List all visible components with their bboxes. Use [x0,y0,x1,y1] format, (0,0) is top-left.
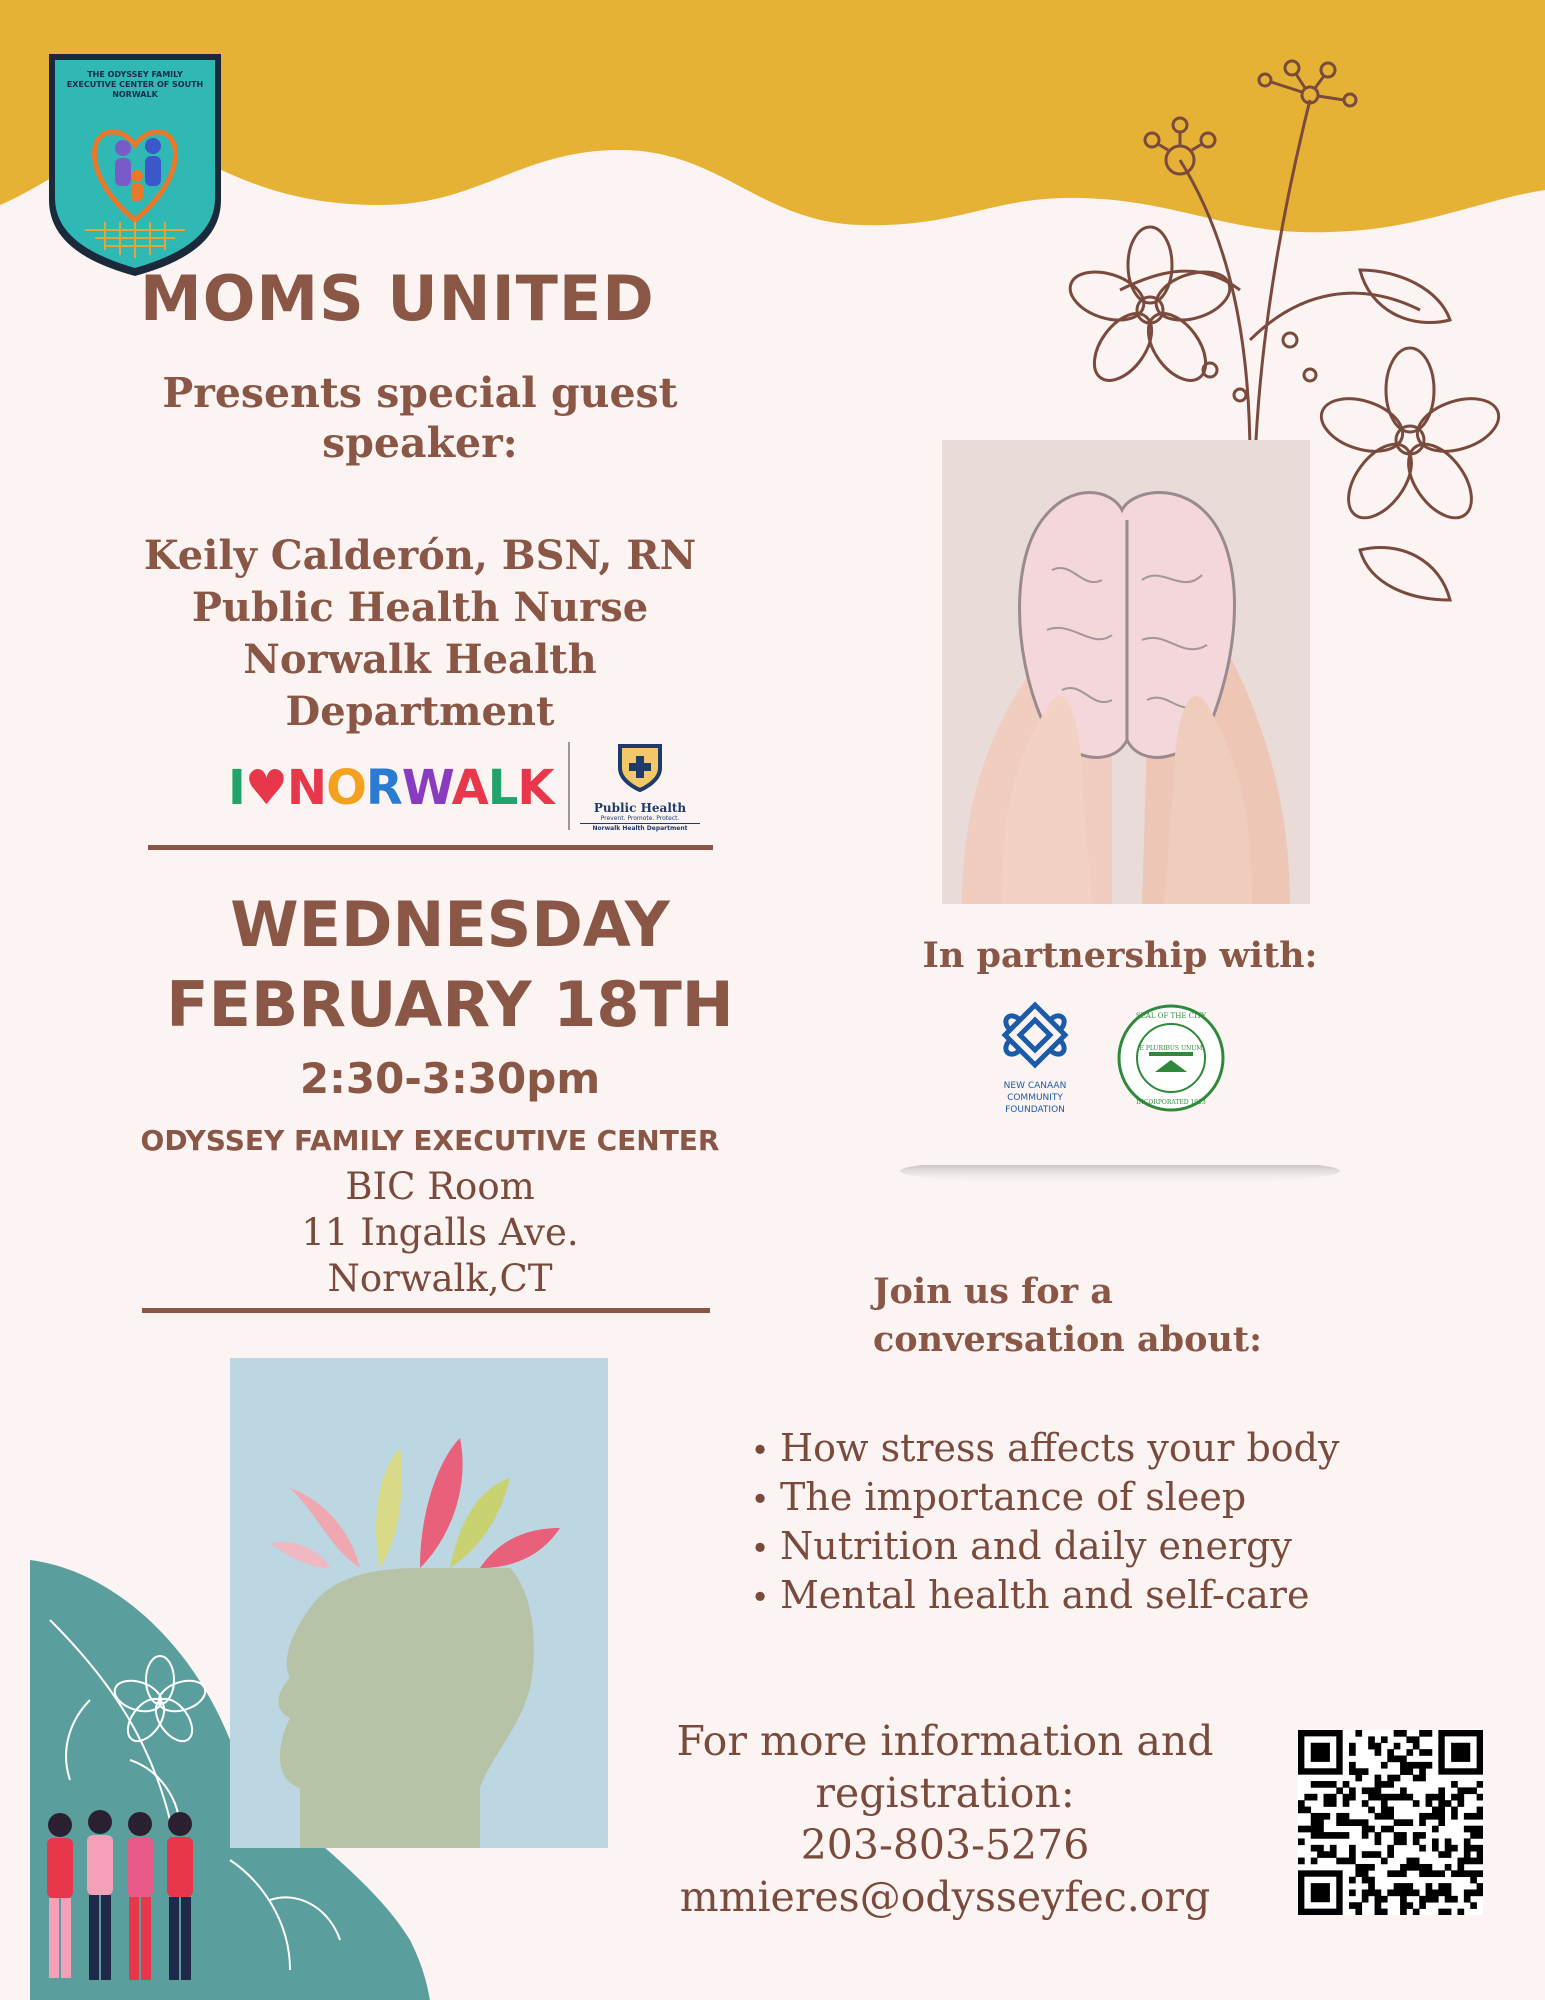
list-item: • Nutrition and daily energy [740,1523,1440,1572]
head-with-flowers-photo [230,1358,608,1848]
list-item: • Mental health and self-care [740,1572,1440,1621]
conversation-heading-line2: conversation about: [873,1319,1262,1360]
svg-text:NEW CANAAN: NEW CANAAN [1003,1081,1067,1091]
presents-text: Presents special guest speaker: [162,369,678,467]
conversation-heading-line1: Join us for a [873,1271,1113,1312]
event-venue: ODYSSEY FAMILY EXECUTIVE CENTER [140,1124,720,1157]
event-date: FEBRUARY 18TH [166,968,734,1041]
speaker-name: Keily Calderón, BSN, RN [143,532,697,579]
women-group-illustration [35,1800,205,1990]
address-street: 11 Ingalls Ave. [301,1211,579,1254]
event-title: MOMS UNITED [140,262,655,335]
partnership-heading: In partnership with: [922,935,1318,976]
i-love-norwalk-logo: I♥NORWALK [228,760,554,816]
svg-text:E PLURIBUS UNUM: E PLURIBUS UNUM [1139,1045,1203,1052]
public-health-tagline: Prevent. Promote. Protect. [600,815,680,822]
event-time: 2:30-3:30pm [299,1054,601,1103]
speaker-block [110,530,730,738]
city-of-norwalk-seal [1115,1002,1227,1114]
new-canaan-foundation-logo [990,1000,1080,1130]
event-date-block [140,885,760,1045]
speaker-role: Public Health Nurse [191,584,649,631]
public-health-shield-icon [580,742,700,798]
logo-divider [568,742,570,830]
event-day: WEDNESDAY [230,888,670,961]
speaker-org-line1: Norwalk Health [243,636,597,683]
event-address [200,1164,680,1302]
svg-text:SEAL OF THE CITY: SEAL OF THE CITY [1135,1012,1207,1020]
svg-text:FOUNDATION: FOUNDATION [1005,1105,1065,1115]
public-health-title: Public Health [593,801,687,815]
address-room: BIC Room [345,1165,535,1208]
logo-org-name: THE ODYSSEY FAMILY EXECUTIVE CENTER OF SOUTH NORWALK [66,70,204,99]
brain-in-hands-photo [942,440,1310,904]
public-health-logo [580,742,700,832]
contact-phone[interactable]: 203-803-5276 [800,1821,1090,1869]
contact-info [600,1715,1290,1923]
conversation-heading [873,1268,1373,1364]
qr-code[interactable] [1298,1730,1483,1915]
speaker-org-line2: Department [285,688,555,735]
partner-shadow [900,1165,1340,1195]
list-item: • How stress affects your body [740,1425,1440,1474]
topics-list [740,1425,1440,1621]
list-item: • The importance of sleep [740,1474,1440,1523]
contact-email[interactable]: mmieres@odysseyfec.org [679,1873,1211,1921]
address-city: Norwalk,CT [327,1257,553,1300]
contact-line2: registration: [815,1769,1075,1817]
public-health-dept: Norwalk Health Department [580,823,700,833]
svg-text:INCORPORATED 1913: INCORPORATED 1913 [1136,1099,1206,1106]
divider-rule-top [148,845,713,850]
svg-text:COMMUNITY: COMMUNITY [1007,1093,1063,1103]
contact-line1: For more information and [676,1717,1214,1765]
divider-rule-bottom [142,1308,710,1313]
